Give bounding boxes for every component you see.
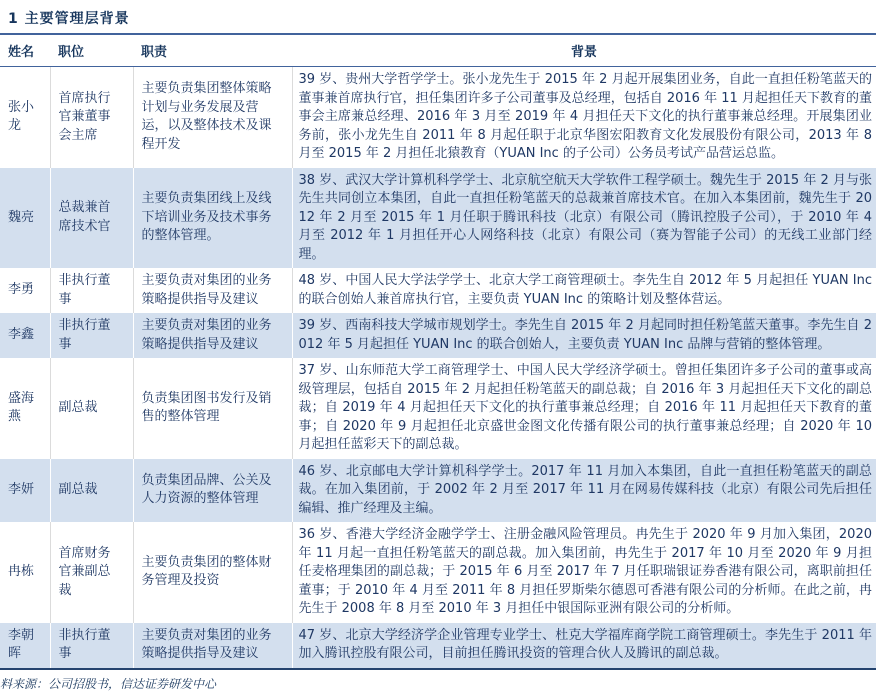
name-cell: 冉栋 xyxy=(0,522,50,623)
background-cell: 47 岁、北京大学经济学企业管理专业学士、杜克大学福库商学院工商管理硕士。李先生于 2011 年加入腾讯控股有限公司，目前担任腾讯投资的管理合伙人及腾讯的副总裁。 xyxy=(298,627,872,661)
duty-cell: 主要负责集团整体策略计划与业务发展及营运，以及整体技术及课程开发 xyxy=(133,67,292,168)
table-row xyxy=(0,268,876,313)
duty-cell: 主要负责集团的整体财务管理及投资 xyxy=(133,522,292,623)
duty-cell: 负责集团品牌、公关及人力资源的整体管理 xyxy=(133,459,292,523)
background-cell: 46 岁、北京邮电大学计算机科学学士。2017 年 11 月加入本集团，自此一直担任粉笔蓝天的副总裁。在加入集团前，于 2002 年 2 月至 2017 年 11 月在网易传媒科技（北京）有限公司先后担任编辑、推广经理及主编。 xyxy=(298,463,872,516)
duty-cell: 负责集团图书发行及销售的整体管理 xyxy=(133,358,292,459)
name-cell: 李勇 xyxy=(0,268,50,313)
background-cell: 39 岁、贵州大学哲学学士。张小龙先生于 2015 年 2 月起开展集团业务，自此一直担任粉笔蓝天的董事兼首席执行官，担任集团许多子公司董事及总经理，包括自 2016 年 11 月起担任天下教育的董事会主席兼总经理、2016 年 3 月至 2019 年 4 月担任天下文化的执行董事兼总经理。开展集团业务前，张小龙先生自 2011 年 8 月起任职于北京华图宏阳教育文化发展股份有限公司，2013 年 8 月至 2015 年 2 月担任北猿教育（YUAN Inc 的子公司）公务员考试产品营运总监。 xyxy=(298,72,872,161)
background-cell: 48 岁、中国人民大学法学学士、北京大学工商管理硕士。李先生自 2012 年 5 月起担任 YUAN Inc 的联合创始人兼首席执行官，主要负责 YUAN Inc 的策略计划及整体营运。 xyxy=(298,273,872,307)
position-cell: 非执行董事 xyxy=(50,623,133,669)
header-position: 职位 xyxy=(50,35,133,67)
position-cell: 副总裁 xyxy=(50,358,133,459)
name-cell: 盛海燕 xyxy=(0,358,50,459)
background-cell: 38 岁、武汉大学计算机科学学士、北京航空航天大学软件工程学硕士。魏先生于 2015 年 2 月与张先生共同创立本集团，自此一直担任粉笔蓝天的总裁兼首席技术官。在加入本集团前，魏先生于 2012 年 2 月至 2015 年 1 月任职于腾讯科技（北京）有限公司（腾讯控股子公司），于 2010 年 4 月至 2012 年 1 月担任开心人网络科技（北京）有限公司（赛为智能子公司）的无线工业部门经理。 xyxy=(298,172,872,262)
position-cell: 非执行董事 xyxy=(50,268,133,313)
position-cell: 总裁兼首席技术官 xyxy=(50,168,133,269)
name-cell: 李妍 xyxy=(0,459,50,523)
position-cell: 副总裁 xyxy=(50,459,133,523)
background-cell: 36 岁、香港大学经济金融学学士、注册金融风险管理员。冉先生于 2020 年 9 月加入集团，2020 年 11 月起一直担任粉笔蓝天的副总裁。加入集团前，冉先生于 2017 年 10 月至 2020 年 9 月担任麦格理集团的副总裁；于 2015 年 6 月至 2017 年 7 月任职瑞银证券香港有限公司，离职前担任董事；于 2010 年 4 月至 2011 年 8 月担任罗斯柴尔德恩可香港有限公司的分析师。在此之前，冉先生于 2008 年 8 月至 2010 年 3 月担任中银国际亚洲有限公司的分析师。 xyxy=(298,527,872,616)
section-title: 1 主要管理层背景 xyxy=(0,0,876,35)
header-name: 姓名 xyxy=(0,35,50,67)
position-cell: 非执行董事 xyxy=(50,313,133,358)
background-cell: 37 岁、山东师范大学工商管理学士、中国人民大学经济学硕士。曾担任集团许多子公司的董事或高级管理层，包括自 2015 年 2 月起担任粉笔蓝天的副总裁；自 2016 年 3 月起担任天下文化的副总裁；自 2019 年 4 月起担任天下文化的执行董事兼总经理；自 2016 年 11 月起担任天下教育的董事；自 2020 年 9 月起担任北京盛世金图文化传播有限公司的执行董事兼总经理；自 2020 年 10 月起担任蓝彩天下的副总裁。 xyxy=(298,363,872,452)
header-duty: 职责 xyxy=(133,35,292,67)
name-cell: 魏亮 xyxy=(0,168,50,269)
duty-cell: 主要负责对集团的业务策略提供指导及建议 xyxy=(133,268,292,313)
duty-cell: 主要负责集团线上及线下培训业务及技术事务的整体管理。 xyxy=(133,168,292,269)
name-cell: 李鑫 xyxy=(0,313,50,358)
header-background: 背景 xyxy=(292,35,876,67)
name-cell: 张小龙 xyxy=(0,67,50,168)
position-cell: 首席财务官兼副总裁 xyxy=(50,522,133,623)
table-row xyxy=(0,522,876,623)
duty-cell: 主要负责对集团的业务策略提供指导及建议 xyxy=(133,623,292,669)
table-row xyxy=(0,67,876,168)
table-row xyxy=(0,358,876,459)
table-header xyxy=(0,35,876,67)
background-cell: 39 岁、西南科技大学城市规划学士。李先生自 2015 年 2 月起同时担任粉笔蓝天董事。李先生自 2012 年 5 月起担任 YUAN Inc 的联合创始人，主要负责 YUAN Inc 品牌与营销的整体管理。 xyxy=(298,318,872,352)
name-cell: 李朝晖 xyxy=(0,623,50,669)
table-row xyxy=(0,168,876,269)
table-row xyxy=(0,623,876,669)
source-note: 料来源：公司招股书，信达证券研发中心 xyxy=(0,676,217,691)
management-table xyxy=(0,35,876,670)
table-row xyxy=(0,459,876,523)
table-row xyxy=(0,313,876,358)
duty-cell: 主要负责对集团的业务策略提供指导及建议 xyxy=(133,313,292,358)
position-cell: 首席执行官兼董事会主席 xyxy=(50,67,133,168)
